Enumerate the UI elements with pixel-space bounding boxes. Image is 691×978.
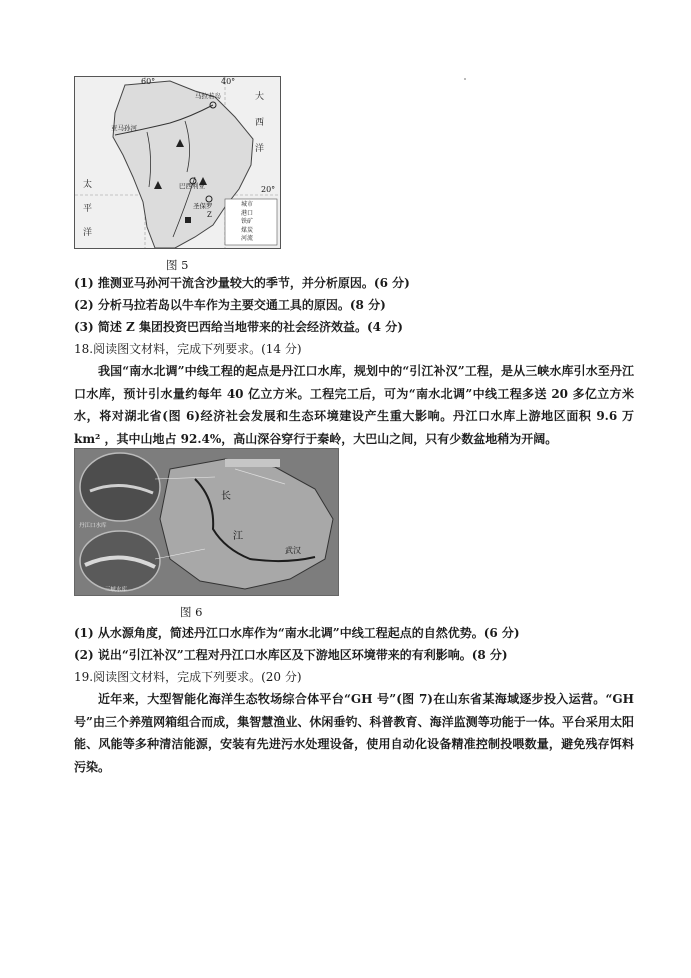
hubei-map-icon xyxy=(75,449,338,595)
place-label-marajo: 马拉若岛 xyxy=(195,92,221,100)
lon-label-60: 60° xyxy=(141,77,156,86)
q18-question-1: (1) 从水源角度，简述丹江口水库作为“南水北调”中线工程起点的自然优势。(6 分) xyxy=(74,626,520,640)
place-label-sao-paulo: 圣保罗 xyxy=(193,202,213,210)
q19-paragraph: 近年来，大型智能化海洋生态牧场综合体平台“GH 号”(图 7)在山东省某海域逐步投入运营。“GH 号”由三个养殖网箱组合而成，集智慧渔业、休闲垂钓、科普教育、海洋监测等功能于一体。平台采用太阳能、风能等多种清洁能源，安装有先进污水处理设备，使用自动化设备精准控制投喂数量，避免残存饵料污染。 xyxy=(74,692,634,774)
photo-label-danjiangkou: 丹江口水库 xyxy=(79,523,107,529)
legend-coal: 煤炭 xyxy=(241,226,254,234)
river-label-chang: 长 xyxy=(221,491,231,502)
map-legend xyxy=(241,201,253,244)
q18-heading: 18.阅读图文材料，完成下列要求。(14 分) xyxy=(74,342,302,356)
place-label-amazon: 亚马孙河 xyxy=(111,124,137,132)
ocean-label-pacific-2: 平 xyxy=(83,204,93,214)
legend-river: 河流 xyxy=(241,235,254,242)
scan-speck xyxy=(464,78,466,80)
legend-port: 港口 xyxy=(241,209,254,217)
q18-question-2: (2) 说出“引江补汉”工程对丹江口水库区及下游地区环境带来的有利影响。(8 分) xyxy=(74,648,508,662)
lon-label-40: 40° xyxy=(221,77,236,86)
lat-label-20: 20° xyxy=(261,185,276,194)
q19-heading: 19.阅读图文材料，完成下列要求。(20 分) xyxy=(74,670,302,684)
place-label-brasilia: 巴西利亚 xyxy=(179,182,205,190)
figure-5-map xyxy=(74,76,281,249)
ocean-label-pacific-3: 洋 xyxy=(83,228,93,238)
city-label-wuhan: 武汉 xyxy=(285,546,301,555)
figure-6-map xyxy=(74,448,339,596)
q18-paragraph: 我国“南水北调”中线工程的起点是丹江口水库，规划中的“引江补汉”工程，是从三峡水库引水至丹江口水库，预计引水量约每年 40 亿立方米。工程完工后，可为“南水北调”中线工程多送 20 多亿立方米水，将对湖北省(图 6)经济社会发展和生态环境建设产生重大影响。丹江口水库上游地区面积 9.6 万 km² ，其中山地占 92.4%，高山深谷穿行于秦岭，大巴山之间，只有少数盆地稍为开阔。 xyxy=(74,364,634,446)
q17-question-2: (2) 分析马拉若岛以牛车作为主要交通工具的原因。(8 分) xyxy=(74,298,386,312)
photo-label-three-gorges: 三峡水库 xyxy=(105,587,128,593)
q17-question-3: (3) 简述 Z 集团投资巴西给当地带来的社会经济效益。(4 分) xyxy=(74,320,403,334)
ocean-label-atlantic-3: 洋 xyxy=(255,144,265,154)
ocean-label-atlantic-1: 大 xyxy=(255,92,265,102)
place-label-z: Z xyxy=(207,211,212,219)
river-label-jiang: 江 xyxy=(233,531,243,542)
legend-iron: 铁矿 xyxy=(241,218,254,225)
legend-city: 城市 xyxy=(241,201,254,208)
ocean-label-atlantic-2: 西 xyxy=(255,118,265,128)
figure-5-caption: 图 5 xyxy=(166,258,189,272)
figure-6-caption: 图 6 xyxy=(180,605,203,619)
ocean-label-pacific-1: 太 xyxy=(83,180,93,190)
q17-question-1: (1) 推测亚马孙河干流含沙量较大的季节，并分析原因。(6 分) xyxy=(74,276,410,290)
